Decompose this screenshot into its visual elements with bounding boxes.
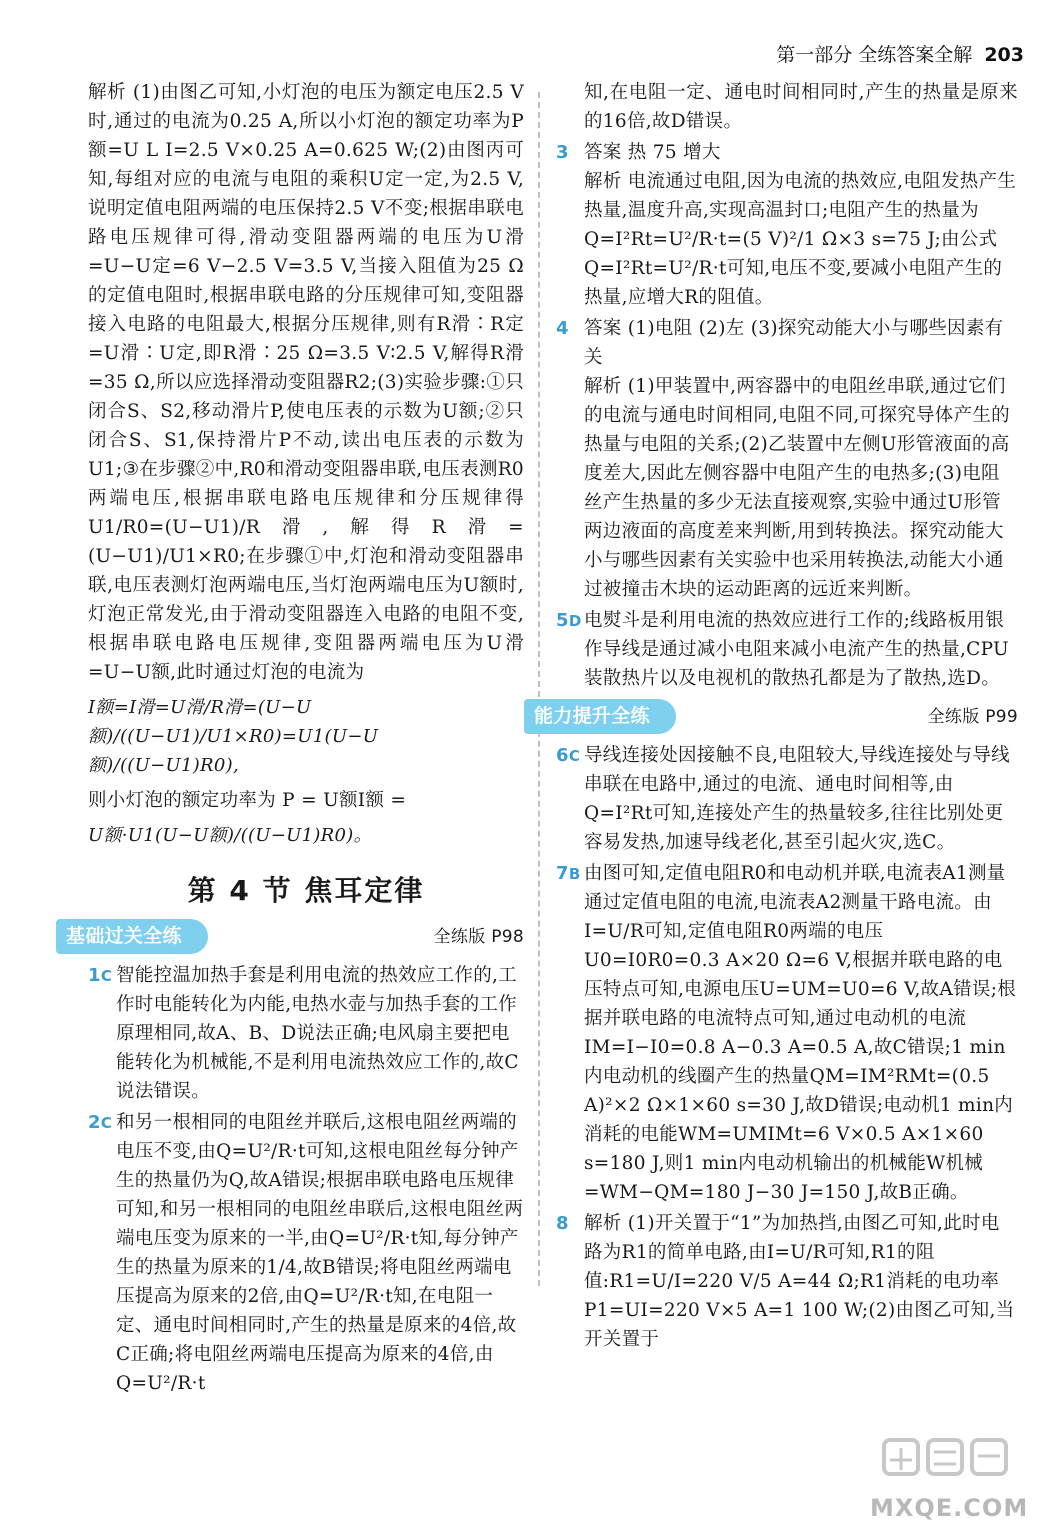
question-number: 1C xyxy=(88,965,113,986)
question-text: 由图可知,定值电阻R0和电动机并联,电流表A1测量通过定值电阻的电流,电流表A2测量干路电流。由I=U/R可知,定值电阻R0两端的电压U0=I0R0=0.3 A×20 Ω=6 V,根据并联电路的电压特点可知,电源电压U=UM=U0=6 V,故A错误;根据并联电路的电流特点可知,通过电动机的电流IM=I−I0=0.8 A−0.3 A=0.5 A,故C错误;1 min内电动机的线圈产生的热量QM=IM²RMt=(0.5 A)²×2 Ω×1×60 s=30 J,故D错误;电动机1 min内消耗的电能WM=UMIMt=6 V×0.5 A×1×60 s=180 J,则1 min内电动机输出的机械能W机械=WM−QM=180 J−30 J=150 J,故B正确。 xyxy=(584,863,1017,1203)
question-text: 导线连接处因接触不良,电阻较大,导线连接处与导线串联在电路中,通过的电流、通电时间相等,由Q=I²Rt可知,连接处产生的热量较多,往往比别处更容易发热,加速导线老化,甚至引起火灾,选C。 xyxy=(584,745,1010,853)
page-header xyxy=(776,40,1024,67)
answer-line: 答案 热 75 增大 xyxy=(584,142,721,163)
question-item xyxy=(556,741,1018,857)
banner-ref: 全练版 P98 xyxy=(433,927,524,947)
section-banner: 能力提升全练 xyxy=(524,699,676,734)
question-number: 5D xyxy=(556,610,582,631)
page-number: 203 xyxy=(984,44,1024,66)
formula-rated-current: I额=I滑=U滑/R滑=(U−U额)/((U−U1)/U1×R0)=U1(U−U额)/((U−U1)R0), xyxy=(88,697,379,776)
right-column xyxy=(534,78,1018,1514)
question-item xyxy=(556,606,1018,693)
question-text: 电熨斗是利用电流的热效应进行工作的;线路板用银作导线是通过减小电阻来减小电流产生的热量,CPU装散热片以及电视机的散热孔都是为了散热,选D。 xyxy=(584,610,1009,689)
column-divider xyxy=(538,92,540,1286)
question-text: 解析 (1)甲装置中,两容器中的电阻丝串联,通过它们的电流与通电时间相同,电阻不同,可探究导体产生的热量与电阻的关系;(2)乙装置中左侧U形管液面的高度差大,因此左侧容器中电阻产生的电热多;(3)电阻丝产生热量的多少无法直接观察,实验中通过U形管两边液面的高度差来判断,用到转换法。探究动能大小与哪些因素有关实验中也采用转换法,动能大小通过被撞击木块的运动距离的远近来判断。 xyxy=(584,376,1010,600)
banner-ref: 全练版 P99 xyxy=(927,707,1018,727)
section-banner-row xyxy=(534,699,1018,733)
header-part: 第一部分 全练答案全解 xyxy=(776,44,973,66)
question-text: 和另一根相同的电阻丝并联后,这根电阻丝两端的电压不变,由Q=U²/R·t可知,这根电阻丝每分钟产生的热量仍为Q,故A错误;根据串联电路电压规律可知,和另一根相同的电阻丝串联后,这根电阻丝两端电压变为原来的一半,由Q=U²/R·t知,每分钟产生的热量为原来的1/4,故B错误;将电阻丝两端电压提高为原来的2倍,由Q=U²/R·t知,在电阻一定、通电时间相同时,产生的热量是原来的4倍,故C正确;将电阻丝两端电压提高为原来的4倍,由Q=U²/R·t xyxy=(116,1112,524,1394)
question-text-cont: 知,在电阻一定、通电时间相同时,产生的热量是原来的16倍,故D错误。 xyxy=(584,82,1018,132)
section-banner: 基础过关全练 xyxy=(56,919,208,954)
watermark-text: MXQE.COM xyxy=(870,1494,1029,1522)
question-number: 6C xyxy=(556,745,581,766)
question-number: 7B xyxy=(556,863,581,884)
question-number: 2C xyxy=(88,1112,113,1133)
question-item xyxy=(556,859,1018,1207)
question-number: 3 xyxy=(556,142,569,163)
question-item xyxy=(556,138,1018,312)
question-text: 解析 (1)开关置于“1”为加热挡,由图乙可知,此时电路为R1的简单电路,由I=U/R可知,R1的阻值:R1=U/I=220 V/5 A=44 Ω;R1消耗的电功率P1=UI=220 V×5 A=1 100 W;(2)由图乙可知,当开关置于 xyxy=(584,1213,1015,1350)
left-column xyxy=(66,78,524,1514)
watermark-logo xyxy=(870,1430,1029,1522)
question-text: 解析 电流通过电阻,因为电流的热效应,电阻发热产生热量,温度升高,实现高温封口;电阻产生的热量为Q=I²Rt=U²/R·t=(5 V)²/1 Ω×3 s=75 J;由公式Q=I²Rt=U²/R·t可知,电压不变,要减小电阻产生的热量,应增大R的阻值。 xyxy=(584,171,1017,308)
question-item xyxy=(88,1108,524,1398)
answer-block: 解析 (1)由图乙可知,小灯泡的电压为额定电压2.5 V时,通过的电流为0.25 A,所以小灯泡的额定功率为P额=U L I=2.5 V×0.25 A=0.625 W;(2)由图丙可知,每组对应的电流与电阻的乘积U定一定,为2.5 V,说明定值电阻两端的电压保持2.5 V不变;根据串联电路电压规律可得,滑动变阻器两端的电压为U滑=U−U定=6 V−2.5 V=3.5 V,当接入阻值为25 Ω的定值电阻时,根据串联电路的分压规律可知,变阻器接入电路的电阻最大,根据分压规律,则有R滑∶R定=U滑∶U定,即R滑∶25 Ω=3.5 V∶2.5 V,解得R滑=35 Ω,所以应选择滑动变阻器R2;(3)实验步骤:①只闭合S、S2,移动滑片P,使电压表的示数为U额;②只闭合S、S1,保持滑片P不动,读出电压表的示数为U1;③在步骤②中,R0和滑动变阻器串联,电压表测R0两端电压,根据串联电路电压规律和分压规律得U1/R0=(U−U1)/R滑,解得R滑=(U−U1)/U1×R0;在步骤①中,灯泡和滑动变阻器串联,电压表测灯泡两端电压,当灯泡两端电压为U额时,灯泡正常发光,由于滑动变阻器连入电路的电阻不变,根据串联电路电压规律,变阻器两端电压为U滑=U−U额,此时通过灯泡的电流为 xyxy=(88,82,524,683)
question-number: 4 xyxy=(556,318,569,339)
question-item xyxy=(88,961,524,1106)
section-title: 第 4 节 焦耳定律 xyxy=(187,874,425,907)
question-text: 智能控温加热手套是利用电流的热效应工作的,工作时电能转化为内能,电热水壶与加热手套的工作原理相同,故A、B、D说法正确;电风扇主要把电能转化为机械能,不是利用电流热效应工作的,故C说法错误。 xyxy=(116,965,519,1102)
answer-block-cont: 则小灯泡的额定功率为 P = U额I额 = xyxy=(88,790,407,811)
answer-line: 答案 (1)电阻 (2)左 (3)探究动能大小与哪些因素有关 xyxy=(584,318,1004,368)
formula-rated-power: U额·U1(U−U额)/((U−U1)R0)。 xyxy=(88,825,372,846)
question-number: 8 xyxy=(556,1213,569,1234)
watermark-icon xyxy=(870,1430,1020,1500)
question-item xyxy=(556,1209,1018,1354)
question-item xyxy=(556,314,1018,604)
section-banner-row xyxy=(66,919,524,953)
